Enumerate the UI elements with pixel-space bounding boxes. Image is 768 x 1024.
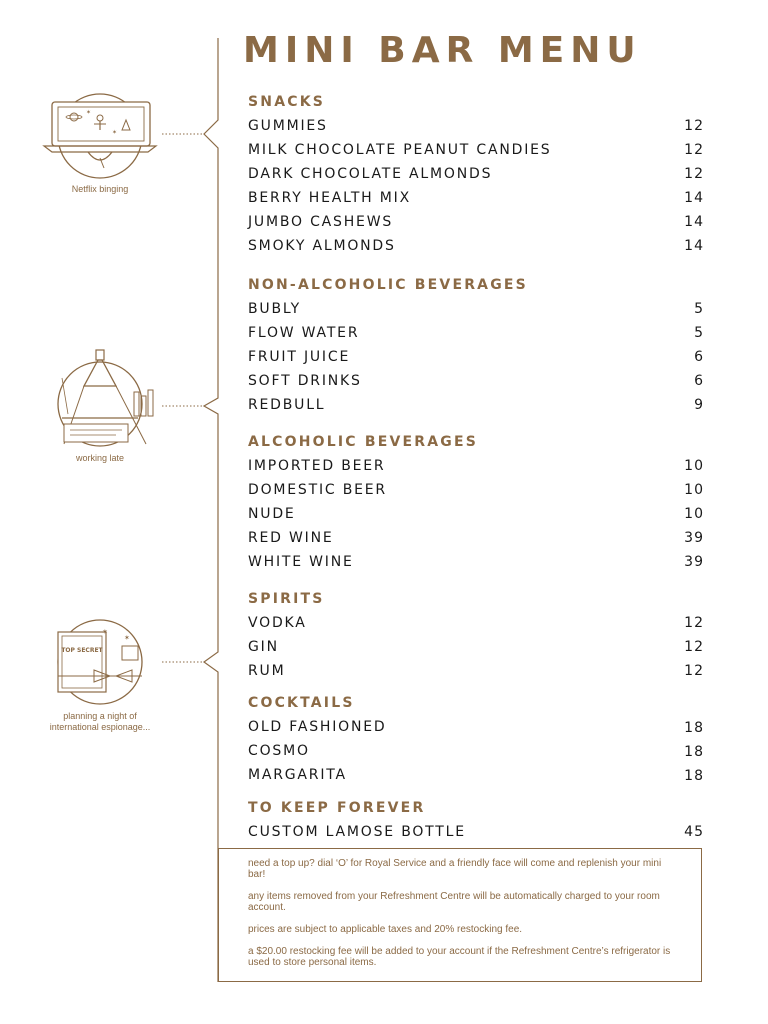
- menu-item-name: BUBLY: [248, 301, 301, 317]
- menu-item-price: 10: [684, 506, 704, 522]
- menu-item-price: 12: [684, 118, 704, 134]
- menu-item-name: GUMMIES: [248, 118, 328, 134]
- top-secret-folder-icon: [38, 614, 162, 714]
- menu-item-name: VODKA: [248, 615, 307, 631]
- laptop-astronaut-icon: [38, 92, 162, 192]
- illustration-caption: working late: [75, 453, 125, 463]
- menu-item-price: 5: [694, 301, 704, 317]
- svg-text:✶: ✶: [112, 130, 118, 136]
- menu-item-name: SOFT DRINKS: [248, 373, 362, 389]
- illustration-caption: planning a night of international espionage...: [49, 711, 151, 732]
- menu-item-name: DOMESTIC BEER: [248, 482, 387, 498]
- section-title-cocktails: COCKTAILS: [248, 695, 355, 711]
- menu-item-name: IMPORTED BEER: [248, 458, 386, 474]
- menu-item-price: 12: [684, 639, 704, 655]
- menu-item-name: BERRY HEALTH MIX: [248, 190, 411, 206]
- menu-item-price: 14: [684, 238, 704, 254]
- illustration-caption: Netflix binging: [71, 184, 129, 194]
- menu-item-name: SMOKY ALMONDS: [248, 238, 396, 254]
- menu-item-name: NUDE: [248, 506, 296, 522]
- menu-item-name: OLD FASHIONED: [248, 719, 387, 735]
- menu-item-name: RUM: [248, 663, 286, 679]
- section-title-non-alcoholic-beverages: NON-ALCOHOLIC BEVERAGES: [248, 277, 528, 293]
- desk-lamp-icon: [38, 348, 162, 448]
- menu-item-price: 45: [684, 824, 704, 840]
- menu-item-name: COSMO: [248, 743, 310, 759]
- menu-item-name: FLOW WATER: [248, 325, 360, 341]
- menu-item-price: 6: [694, 373, 704, 389]
- menu-item-price: 39: [684, 554, 704, 570]
- menu-item-price: 12: [684, 615, 704, 631]
- menu-item-name: FRUIT JUICE: [248, 349, 351, 365]
- menu-item-name: MILK CHOCOLATE PEANUT CANDIES: [248, 142, 552, 158]
- note-text: a $20.00 restocking fee will be added to your account if the Refreshment Centre’s refrigerator is used to store personal items.: [248, 946, 671, 968]
- section-title-spirits: SPIRITS: [248, 591, 325, 607]
- menu-item-price: 18: [684, 768, 704, 784]
- svg-text:✶: ✶: [86, 110, 92, 116]
- svg-text:✶: ✶: [102, 629, 108, 636]
- page-title: MINI BAR MENU: [243, 30, 642, 71]
- menu-item-name: REDBULL: [248, 397, 326, 413]
- menu-item-price: 14: [684, 214, 704, 230]
- menu-item-price: 5: [694, 325, 704, 341]
- note-text: need a top up? dial ‘O’ for Royal Service and a friendly face will come and replenish your mini bar!: [248, 858, 662, 880]
- section-title-to-keep-forever: TO KEEP FOREVER: [248, 800, 426, 816]
- section-title-alcoholic-beverages: ALCOHOLIC BEVERAGES: [248, 434, 479, 450]
- note-text: any items removed from your Refreshment Centre will be automatically charged to your room account.: [248, 891, 660, 913]
- menu-item-name: DARK CHOCOLATE ALMONDS: [248, 166, 493, 182]
- note-text: prices are subject to applicable taxes and 20% restocking fee.: [248, 924, 523, 935]
- menu-item-price: 6: [694, 349, 704, 365]
- menu-item-price: 18: [684, 720, 704, 736]
- menu-item-price: 12: [684, 142, 704, 158]
- svg-text:✶: ✶: [124, 635, 130, 642]
- menu-item-name: JUMBO CASHEWS: [248, 214, 394, 230]
- menu-item-name: GIN: [248, 639, 279, 655]
- menu-item-price: 12: [684, 663, 704, 679]
- menu-item-price: 39: [684, 530, 704, 546]
- menu-item-name: CUSTOM LAMOSE BOTTLE: [248, 824, 466, 840]
- menu-item-price: 12: [684, 166, 704, 182]
- menu-item-name: WHITE WINE: [248, 554, 354, 570]
- menu-item-price: 18: [684, 744, 704, 760]
- menu-item-price: 14: [684, 190, 704, 206]
- menu-item-name: MARGARITA: [248, 767, 347, 783]
- menu-item-name: RED WINE: [248, 530, 334, 546]
- top-secret-label: TOP SECRET: [61, 647, 103, 654]
- menu-item-price: 10: [684, 482, 704, 498]
- menu-item-price: 10: [684, 458, 704, 474]
- section-title-snacks: SNACKS: [248, 94, 326, 110]
- menu-item-price: 9: [694, 397, 704, 413]
